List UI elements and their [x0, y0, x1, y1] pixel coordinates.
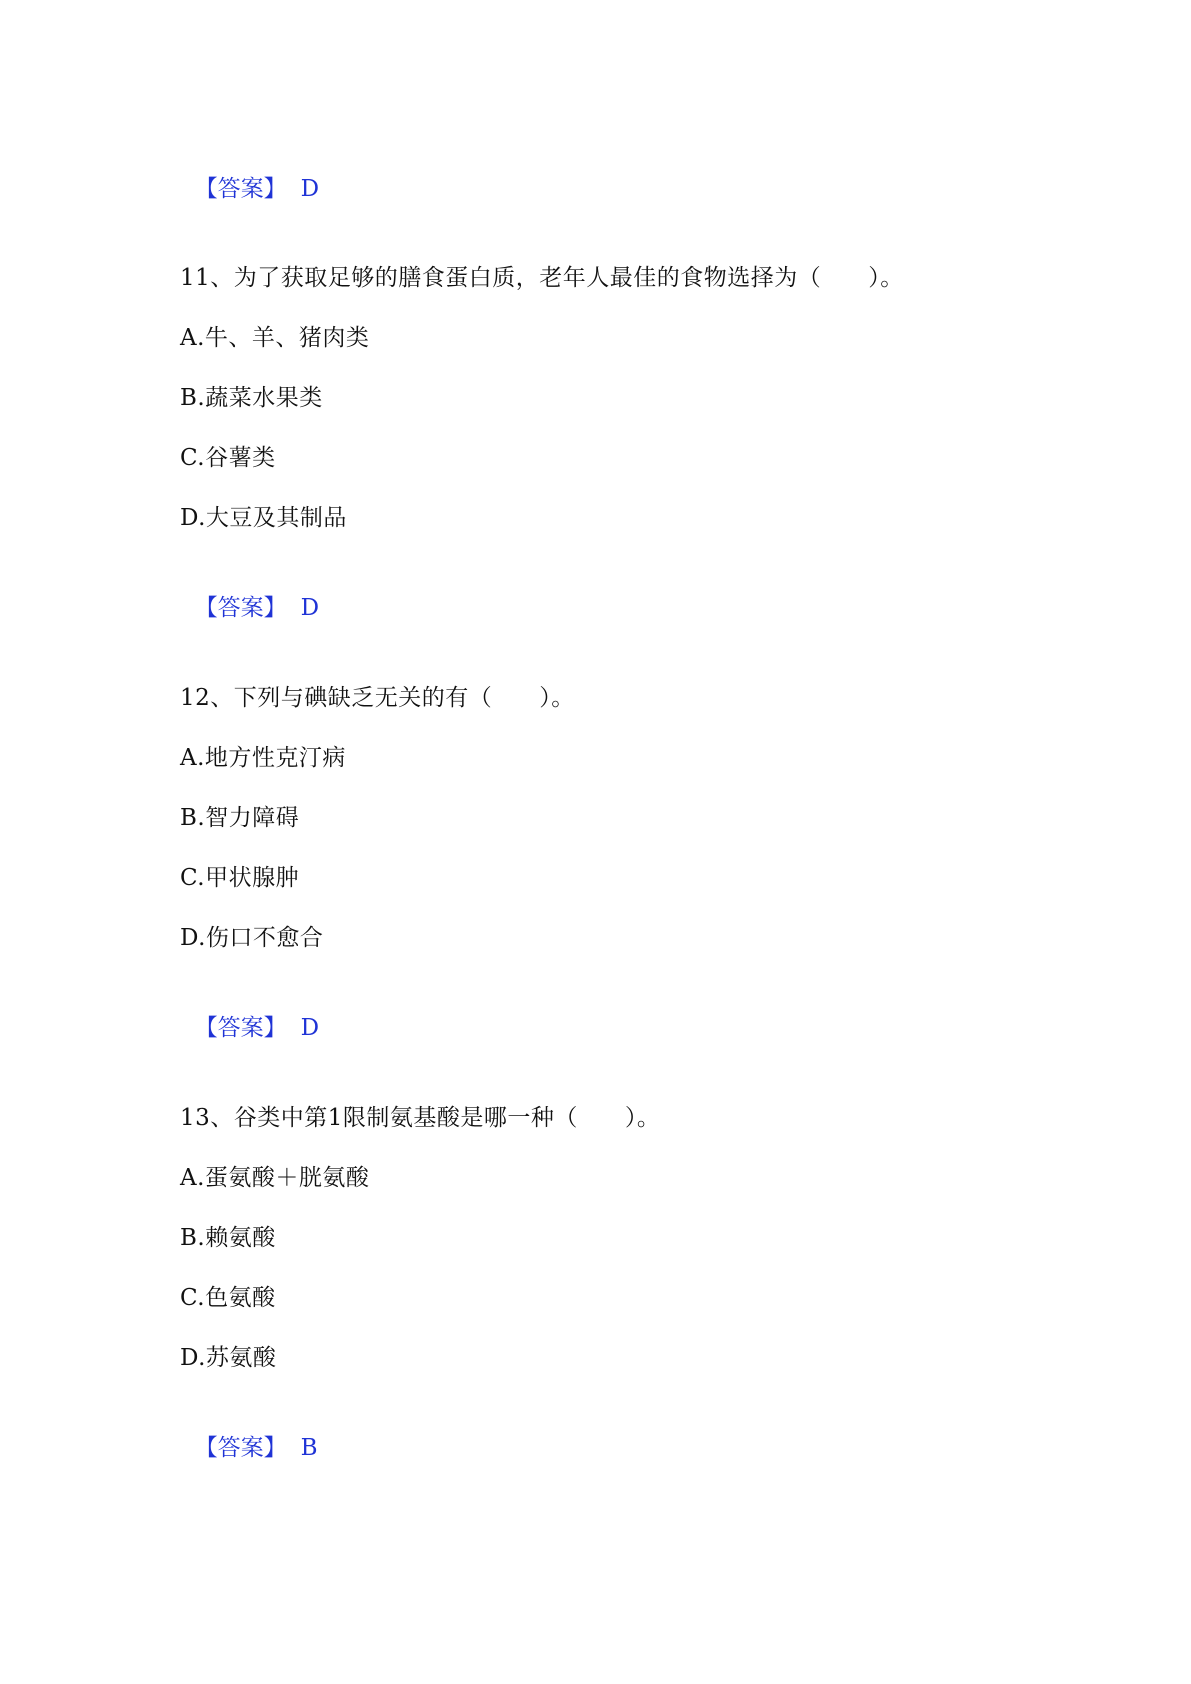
answer-value: D — [300, 176, 320, 202]
question-11-stem: 11、为了获取足够的膳食蛋白质，老年人最佳的食物选择为（ ）。 — [180, 265, 904, 291]
question-12-option-a: A.地方性克汀病 — [180, 745, 346, 771]
answer-label: 【答案】 — [194, 176, 287, 202]
question-12-stem: 12、下列与碘缺乏无关的有（ ）。 — [180, 685, 575, 711]
question-11-option-d: D.大豆及其制品 — [180, 505, 347, 531]
answer-label: 【答案】 — [194, 1435, 287, 1461]
answer-value: D — [300, 595, 320, 621]
question-11-option-c: C.谷薯类 — [180, 445, 276, 471]
question-11-answer — [180, 563, 319, 623]
question-12-option-b: B.智力障碍 — [180, 805, 300, 831]
answer-label: 【答案】 — [194, 595, 287, 621]
question-12-answer — [180, 983, 319, 1043]
answer-label: 【答案】 — [194, 1015, 287, 1041]
answer-value: B — [300, 1435, 318, 1461]
question-13-option-c: C.色氨酸 — [180, 1285, 276, 1311]
answer-line-prev — [180, 144, 319, 204]
question-13-option-a: A.蛋氨酸＋胱氨酸 — [180, 1165, 370, 1191]
question-11-option-a: A.牛、羊、猪肉类 — [180, 325, 370, 351]
question-13-stem: 13、谷类中第1限制氨基酸是哪一种（ ）。 — [180, 1105, 661, 1131]
question-13-option-b: B.赖氨酸 — [180, 1225, 276, 1251]
question-13-answer — [180, 1403, 318, 1463]
question-12-option-d: D.伤口不愈合 — [180, 925, 324, 951]
answer-value: D — [300, 1015, 320, 1041]
question-12-option-c: C.甲状腺肿 — [180, 865, 300, 891]
question-11-option-b: B.蔬菜水果类 — [180, 385, 323, 411]
question-13-option-d: D.苏氨酸 — [180, 1345, 277, 1371]
